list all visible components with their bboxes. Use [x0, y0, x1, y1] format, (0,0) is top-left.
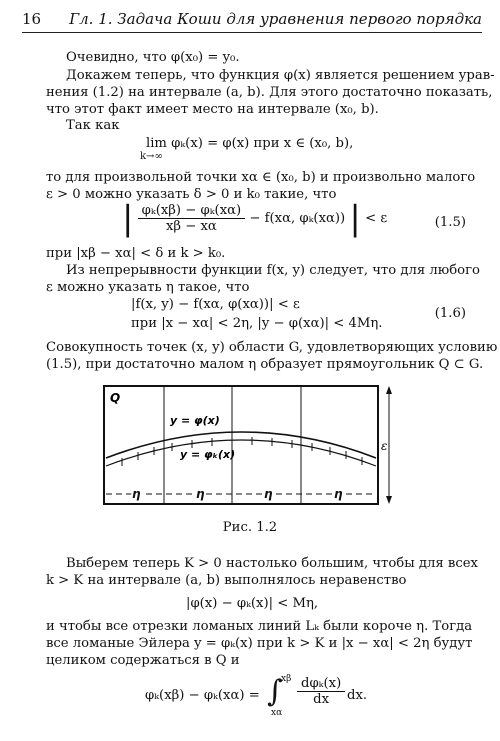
curve-phi — [106, 432, 376, 458]
fraction-denominator: xβ − xα — [166, 219, 217, 234]
text-line: Докажем теперь, что функция φ(x) является решением урав- — [66, 68, 495, 83]
text-line: Так как — [66, 118, 120, 133]
abs-bar-right: | — [349, 198, 361, 239]
integral-upper-limit: xβ — [281, 674, 292, 684]
label-phik: y = φₖ(x) — [180, 448, 236, 461]
equation-integral — [145, 676, 385, 726]
equation-number: (1.5) — [434, 215, 466, 230]
label-Q: Q — [110, 391, 121, 405]
figure-caption: Рис. 1.2 — [222, 520, 278, 535]
equation-1-6-line-b: при |x − xα| < 2η, |y − φ(xα)| < 4Mη. — [131, 316, 383, 331]
label-eta: η — [334, 487, 343, 501]
text-line: нения (1.2) на интервале (a, b). Для этого достаточно показать, — [46, 85, 493, 100]
label-eta: η — [264, 487, 273, 501]
equation-limit — [146, 136, 353, 151]
running-title: Гл. 1. Задача Коши для уравнения первого порядка — [69, 10, 482, 28]
label-eta: η — [196, 487, 205, 501]
text-line: при |xβ − xα| < δ и k > k₀. — [46, 246, 226, 261]
integral-lower-limit: xα — [271, 708, 283, 718]
text-line: k > K на интервале (a, b) выполнялось неравенство — [46, 573, 407, 588]
equation-number: (1.6) — [434, 306, 466, 321]
fraction-denominator: dx — [313, 692, 330, 707]
page-header — [22, 10, 482, 28]
fraction-numerator: φₖ(xβ) − φₖ(xα) — [138, 203, 246, 219]
equation-1-5 — [122, 198, 388, 239]
text-line: то для произвольной точки xα ∈ (x₀, b) и произвольно малого — [46, 170, 476, 185]
text-line: (1.5), при достаточно малом η образует прямоугольник Q ⊂ G. — [46, 357, 484, 372]
integral-fraction — [297, 676, 345, 707]
fraction — [138, 203, 246, 234]
figure-rectangle-diagram — [102, 384, 402, 512]
abs-bar-left: | — [122, 198, 134, 239]
text-line: ε можно указать η такое, что — [46, 280, 250, 295]
text-line: Очевидно, что φ(x₀) = y₀. — [66, 50, 240, 65]
header-rule — [22, 32, 482, 33]
label-phi: y = φ(x) — [170, 414, 220, 427]
label-eta: η — [132, 487, 141, 501]
equation-limit-subscript: k→∞ — [140, 151, 163, 162]
integral-differential: dx. — [347, 688, 368, 703]
equation-limit-body: lim φₖ(x) = φ(x) при x ∈ (x₀, b), — [146, 136, 354, 151]
text-line: Из непрерывности функции f(x, y) следует, что для любого — [66, 263, 480, 278]
equation-phi-bound: |φ(x) − φₖ(x)| < Mη, — [186, 596, 319, 611]
text-line: целиком содержаться в Q и — [46, 653, 240, 668]
arrow-head — [386, 496, 392, 504]
label-epsilon: ε — [381, 439, 388, 453]
text-line: что этот факт имеет место на интервале (x₀, b). — [46, 102, 379, 117]
page-number: 16 — [22, 10, 42, 28]
arrow-head — [386, 386, 392, 394]
fraction-numerator: dφₖ(x) — [297, 676, 345, 692]
equation-term: − f(xα, φₖ(xα)) — [249, 211, 346, 226]
text-line: и чтобы все отрезки ломаных линий Lₖ были короче η. Тогда — [46, 619, 473, 634]
integral-sign: ∫ — [267, 674, 283, 709]
equation-term: < ε — [365, 211, 388, 226]
text-line: Выберем теперь K > 0 настолько большим, чтобы для всех — [66, 556, 478, 571]
text-line: все ломаные Эйлера y = φₖ(x) при k > K и |x − xα| < 2η будут — [46, 636, 473, 651]
integral-lhs: φₖ(xβ) − φₖ(xα) = — [145, 688, 260, 703]
text-line: Совокупность точек (x, y) области G, удовлетворяющих условию — [46, 340, 498, 355]
equation-1-6-line-a: |f(x, y) − f(xα, φ(xα))| < ε — [131, 297, 300, 312]
text-line: ε > 0 можно указать δ > 0 и k₀ такие, что — [46, 187, 337, 202]
